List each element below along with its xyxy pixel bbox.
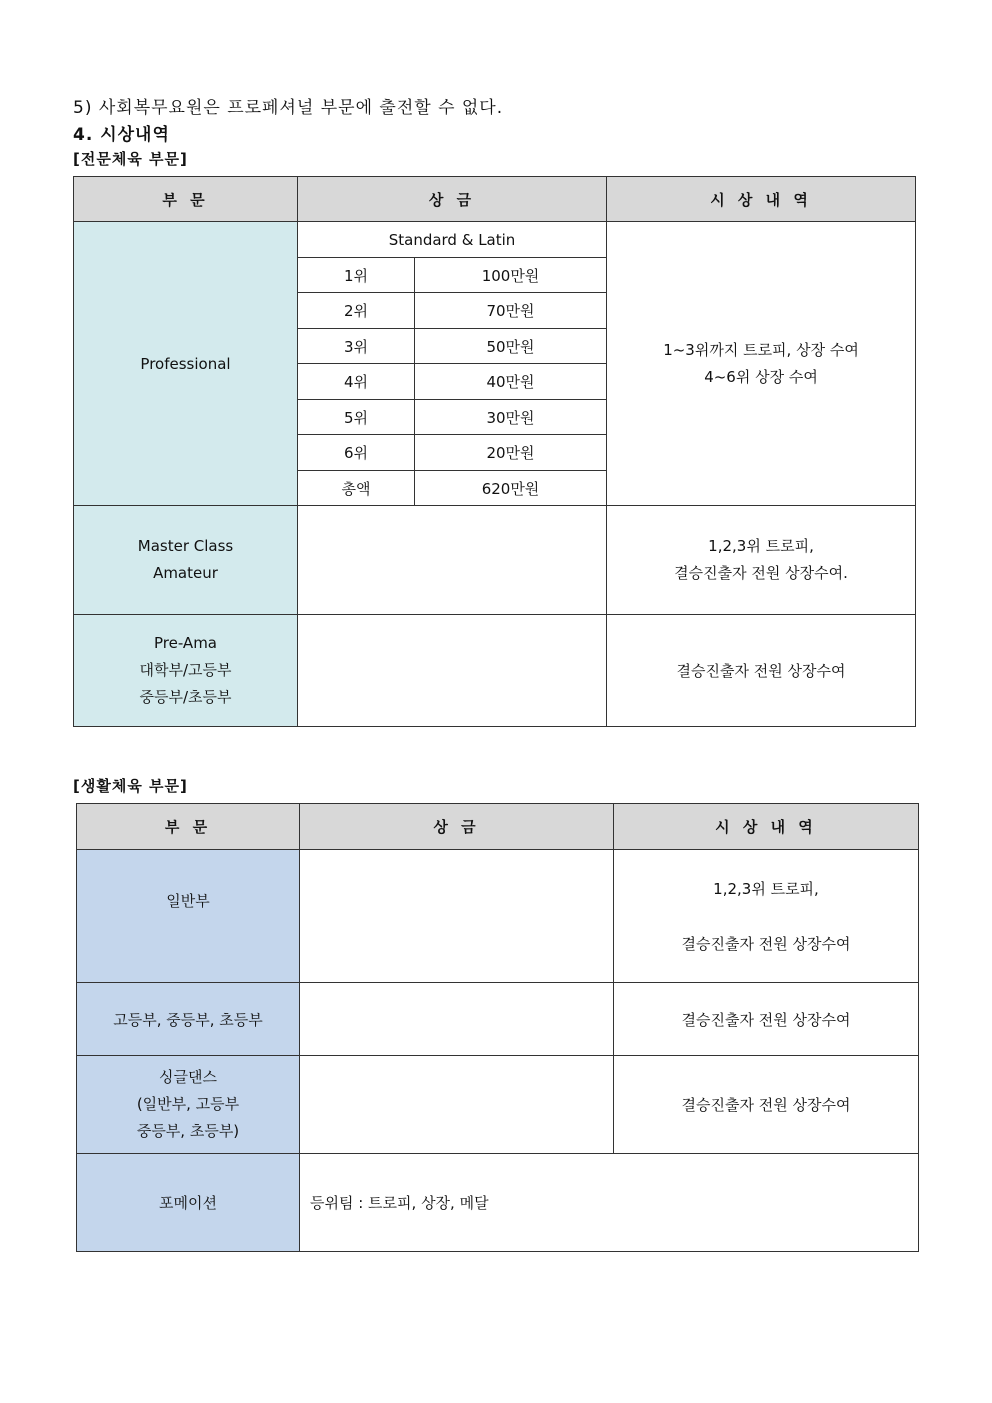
prize-empty xyxy=(300,983,614,1056)
table-row xyxy=(74,615,916,727)
rank-cell: 3위 xyxy=(298,329,415,364)
prize-cell: 620만원 xyxy=(415,471,607,506)
prize-cell: 70만원 xyxy=(415,293,607,329)
section-heading: 4. 시상내역 xyxy=(73,125,170,145)
division-line: 중등부, 초등부) xyxy=(136,1122,240,1140)
division-line: 대학부/고등부 xyxy=(139,661,232,679)
prize-cell: 50만원 xyxy=(415,329,607,364)
rule-note: 5) 사회복무요원은 프로페셔널 부문에 출전할 수 없다. xyxy=(73,98,504,118)
division-line: Pre-Ama xyxy=(154,634,217,652)
header-award: 시 상 내 역 xyxy=(607,177,916,222)
rank-cell: 2위 xyxy=(298,293,415,329)
prize-empty xyxy=(298,506,607,615)
table-row xyxy=(77,983,919,1056)
award-line: 1,2,3위 트로피, xyxy=(713,880,819,898)
division-master xyxy=(74,506,298,615)
rank-cell: 6위 xyxy=(298,435,415,471)
division-single xyxy=(77,1056,300,1154)
award-student: 결승진출자 전원 상장수여 xyxy=(614,983,919,1056)
rank-cell: 1위 xyxy=(298,258,415,293)
header-award: 시 상 내 역 xyxy=(614,804,919,850)
award-line: 4~6위 상장 수여 xyxy=(704,367,818,386)
header-prize: 상 금 xyxy=(298,177,607,222)
division-preama xyxy=(74,615,298,727)
table-row xyxy=(77,1154,919,1252)
award-master xyxy=(607,506,916,615)
table-header-row xyxy=(77,804,919,850)
division-line: Amateur xyxy=(153,564,218,582)
award-line: 1~3위까지 트로피, 상장 수여 xyxy=(663,340,859,359)
table-row xyxy=(77,850,919,983)
table-row xyxy=(77,1056,919,1154)
header-prize: 상 금 xyxy=(300,804,614,850)
life-section-title: [생활체육 부문] xyxy=(73,777,188,795)
award-line: 1,2,3위 트로피, xyxy=(708,537,814,555)
award-preama: 결승진출자 전원 상장수여 xyxy=(607,615,916,727)
table-header-row xyxy=(74,177,916,222)
award-formation: 등위팀 : 트로피, 상장, 메달 xyxy=(300,1154,919,1252)
award-line: 결승진출자 전원 상장수여 xyxy=(681,935,851,953)
award-single: 결승진출자 전원 상장수여 xyxy=(614,1056,919,1154)
division-student: 고등부, 중등부, 초등부 xyxy=(77,983,300,1056)
award-professional xyxy=(607,222,916,506)
prize-cell: 30만원 xyxy=(415,400,607,435)
prize-cell: 20만원 xyxy=(415,435,607,471)
rank-cell: 5위 xyxy=(298,400,415,435)
table-row xyxy=(74,506,916,615)
division-general xyxy=(77,850,300,983)
division-line: 일반부 xyxy=(166,892,210,910)
prize-cell: 100만원 xyxy=(415,258,607,293)
division-line: 싱글댄스 xyxy=(159,1068,217,1086)
prize-cell: 40만원 xyxy=(415,364,607,400)
division-professional: Professional xyxy=(74,222,298,506)
pro-section-title: [전문체육 부문] xyxy=(73,150,188,168)
award-line: 결승진출자 전원 상장수여. xyxy=(674,564,848,582)
prize-empty xyxy=(300,1056,614,1154)
division-line: (일반부, 고등부 xyxy=(136,1095,240,1113)
division-line: 중등부/초등부 xyxy=(139,688,232,706)
rank-cell: 총액 xyxy=(298,471,415,506)
prize-empty xyxy=(300,850,614,983)
rank-cell: 4위 xyxy=(298,364,415,400)
prize-subheader: Standard & Latin xyxy=(298,222,607,258)
header-division: 부 문 xyxy=(77,804,300,850)
division-formation: 포메이션 xyxy=(77,1154,300,1252)
award-general xyxy=(614,850,919,983)
life-awards-table xyxy=(76,803,919,1252)
division-line: Master Class xyxy=(137,537,234,555)
header-division: 부 문 xyxy=(74,177,298,222)
pro-awards-table xyxy=(73,176,916,727)
prize-empty xyxy=(298,615,607,727)
table-row xyxy=(74,222,916,258)
